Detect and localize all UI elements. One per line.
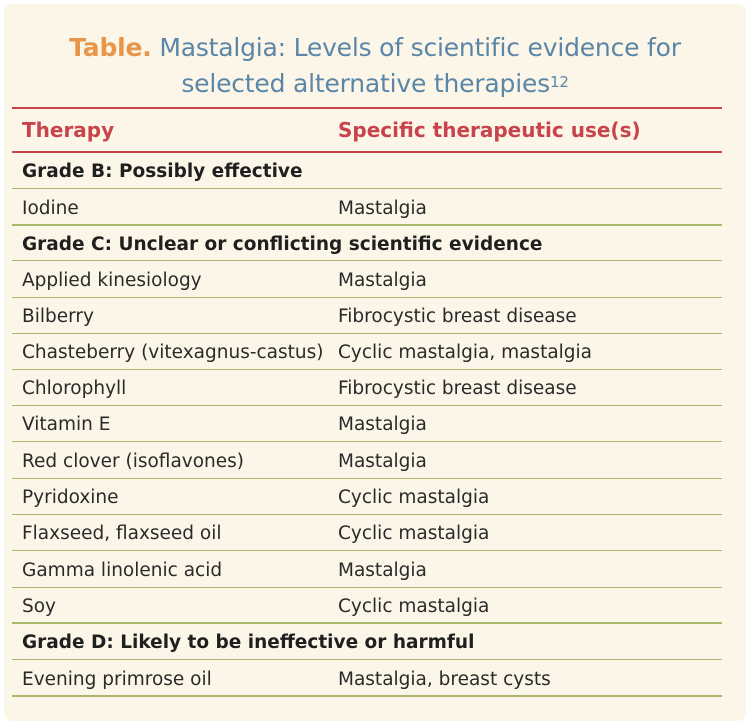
use-cell: Cyclic mastalgia: [338, 523, 490, 544]
grade-c-heading: Grade C: Unclear or conflicting scientific evidence: [22, 234, 543, 255]
title-reference: 12: [549, 73, 569, 91]
row-divider: [12, 478, 722, 479]
title-line-2: [0, 66, 750, 102]
row-divider: [12, 587, 722, 588]
use-cell: Fibrocystic breast disease: [338, 306, 577, 327]
therapy-cell: Iodine: [22, 198, 79, 219]
therapy-cell: Gamma linolenic acid: [22, 560, 223, 581]
row-divider: [12, 260, 722, 261]
grade-d-heading: Grade D: Likely to be ineffective or harmful: [22, 632, 475, 653]
therapy-cell: Chasteberry (vitexagnus-castus): [22, 342, 324, 363]
header-bottom-rule: [12, 151, 722, 153]
therapy-cell: Evening primrose oil: [22, 669, 212, 690]
title-label: Table.: [69, 33, 152, 62]
header-top-rule: [12, 107, 722, 109]
row-divider: [12, 514, 722, 515]
row-divider: [12, 550, 722, 551]
use-cell: Cyclic mastalgia, mastalgia: [338, 342, 593, 363]
section-divider: [12, 622, 722, 624]
column-header-therapy: Therapy: [22, 118, 115, 142]
therapy-cell: Flaxseed, flaxseed oil: [22, 523, 222, 544]
row-divider: [12, 333, 722, 334]
title-text-1: Mastalgia: Levels of scientific evidence for: [159, 33, 681, 62]
use-cell: Mastalgia: [338, 270, 427, 291]
use-cell: Mastalgia: [338, 560, 427, 581]
therapy-cell: Red clover (isoflavones): [22, 451, 245, 472]
table-bottom-rule: [12, 695, 722, 697]
therapy-cell: Bilberry: [22, 306, 94, 327]
therapy-cell: Chlorophyll: [22, 378, 127, 399]
row-divider: [12, 188, 722, 189]
row-divider: [12, 405, 722, 406]
title-line-1: [0, 30, 750, 66]
use-cell: Cyclic mastalgia: [338, 487, 490, 508]
therapy-cell: Vitamin E: [22, 414, 111, 435]
therapy-cell: Applied kinesiology: [22, 270, 202, 291]
use-cell: Mastalgia: [338, 451, 427, 472]
row-divider: [12, 659, 722, 660]
grade-b-heading: Grade B: Possibly effective: [22, 161, 303, 182]
therapy-cell: Pyridoxine: [22, 487, 119, 508]
column-header-use: Specific therapeutic use(s): [338, 118, 641, 142]
table-title: [0, 30, 750, 102]
section-divider: [12, 224, 722, 226]
therapy-cell: Soy: [22, 596, 57, 617]
use-cell: Cyclic mastalgia: [338, 596, 490, 617]
use-cell: Mastalgia, breast cysts: [338, 669, 551, 690]
row-divider: [12, 441, 722, 442]
row-divider: [12, 369, 722, 370]
title-text-2: selected alternative therapies: [181, 69, 550, 98]
use-cell: Mastalgia: [338, 198, 427, 219]
row-divider: [12, 297, 722, 298]
use-cell: Mastalgia: [338, 414, 427, 435]
use-cell: Fibrocystic breast disease: [338, 378, 577, 399]
